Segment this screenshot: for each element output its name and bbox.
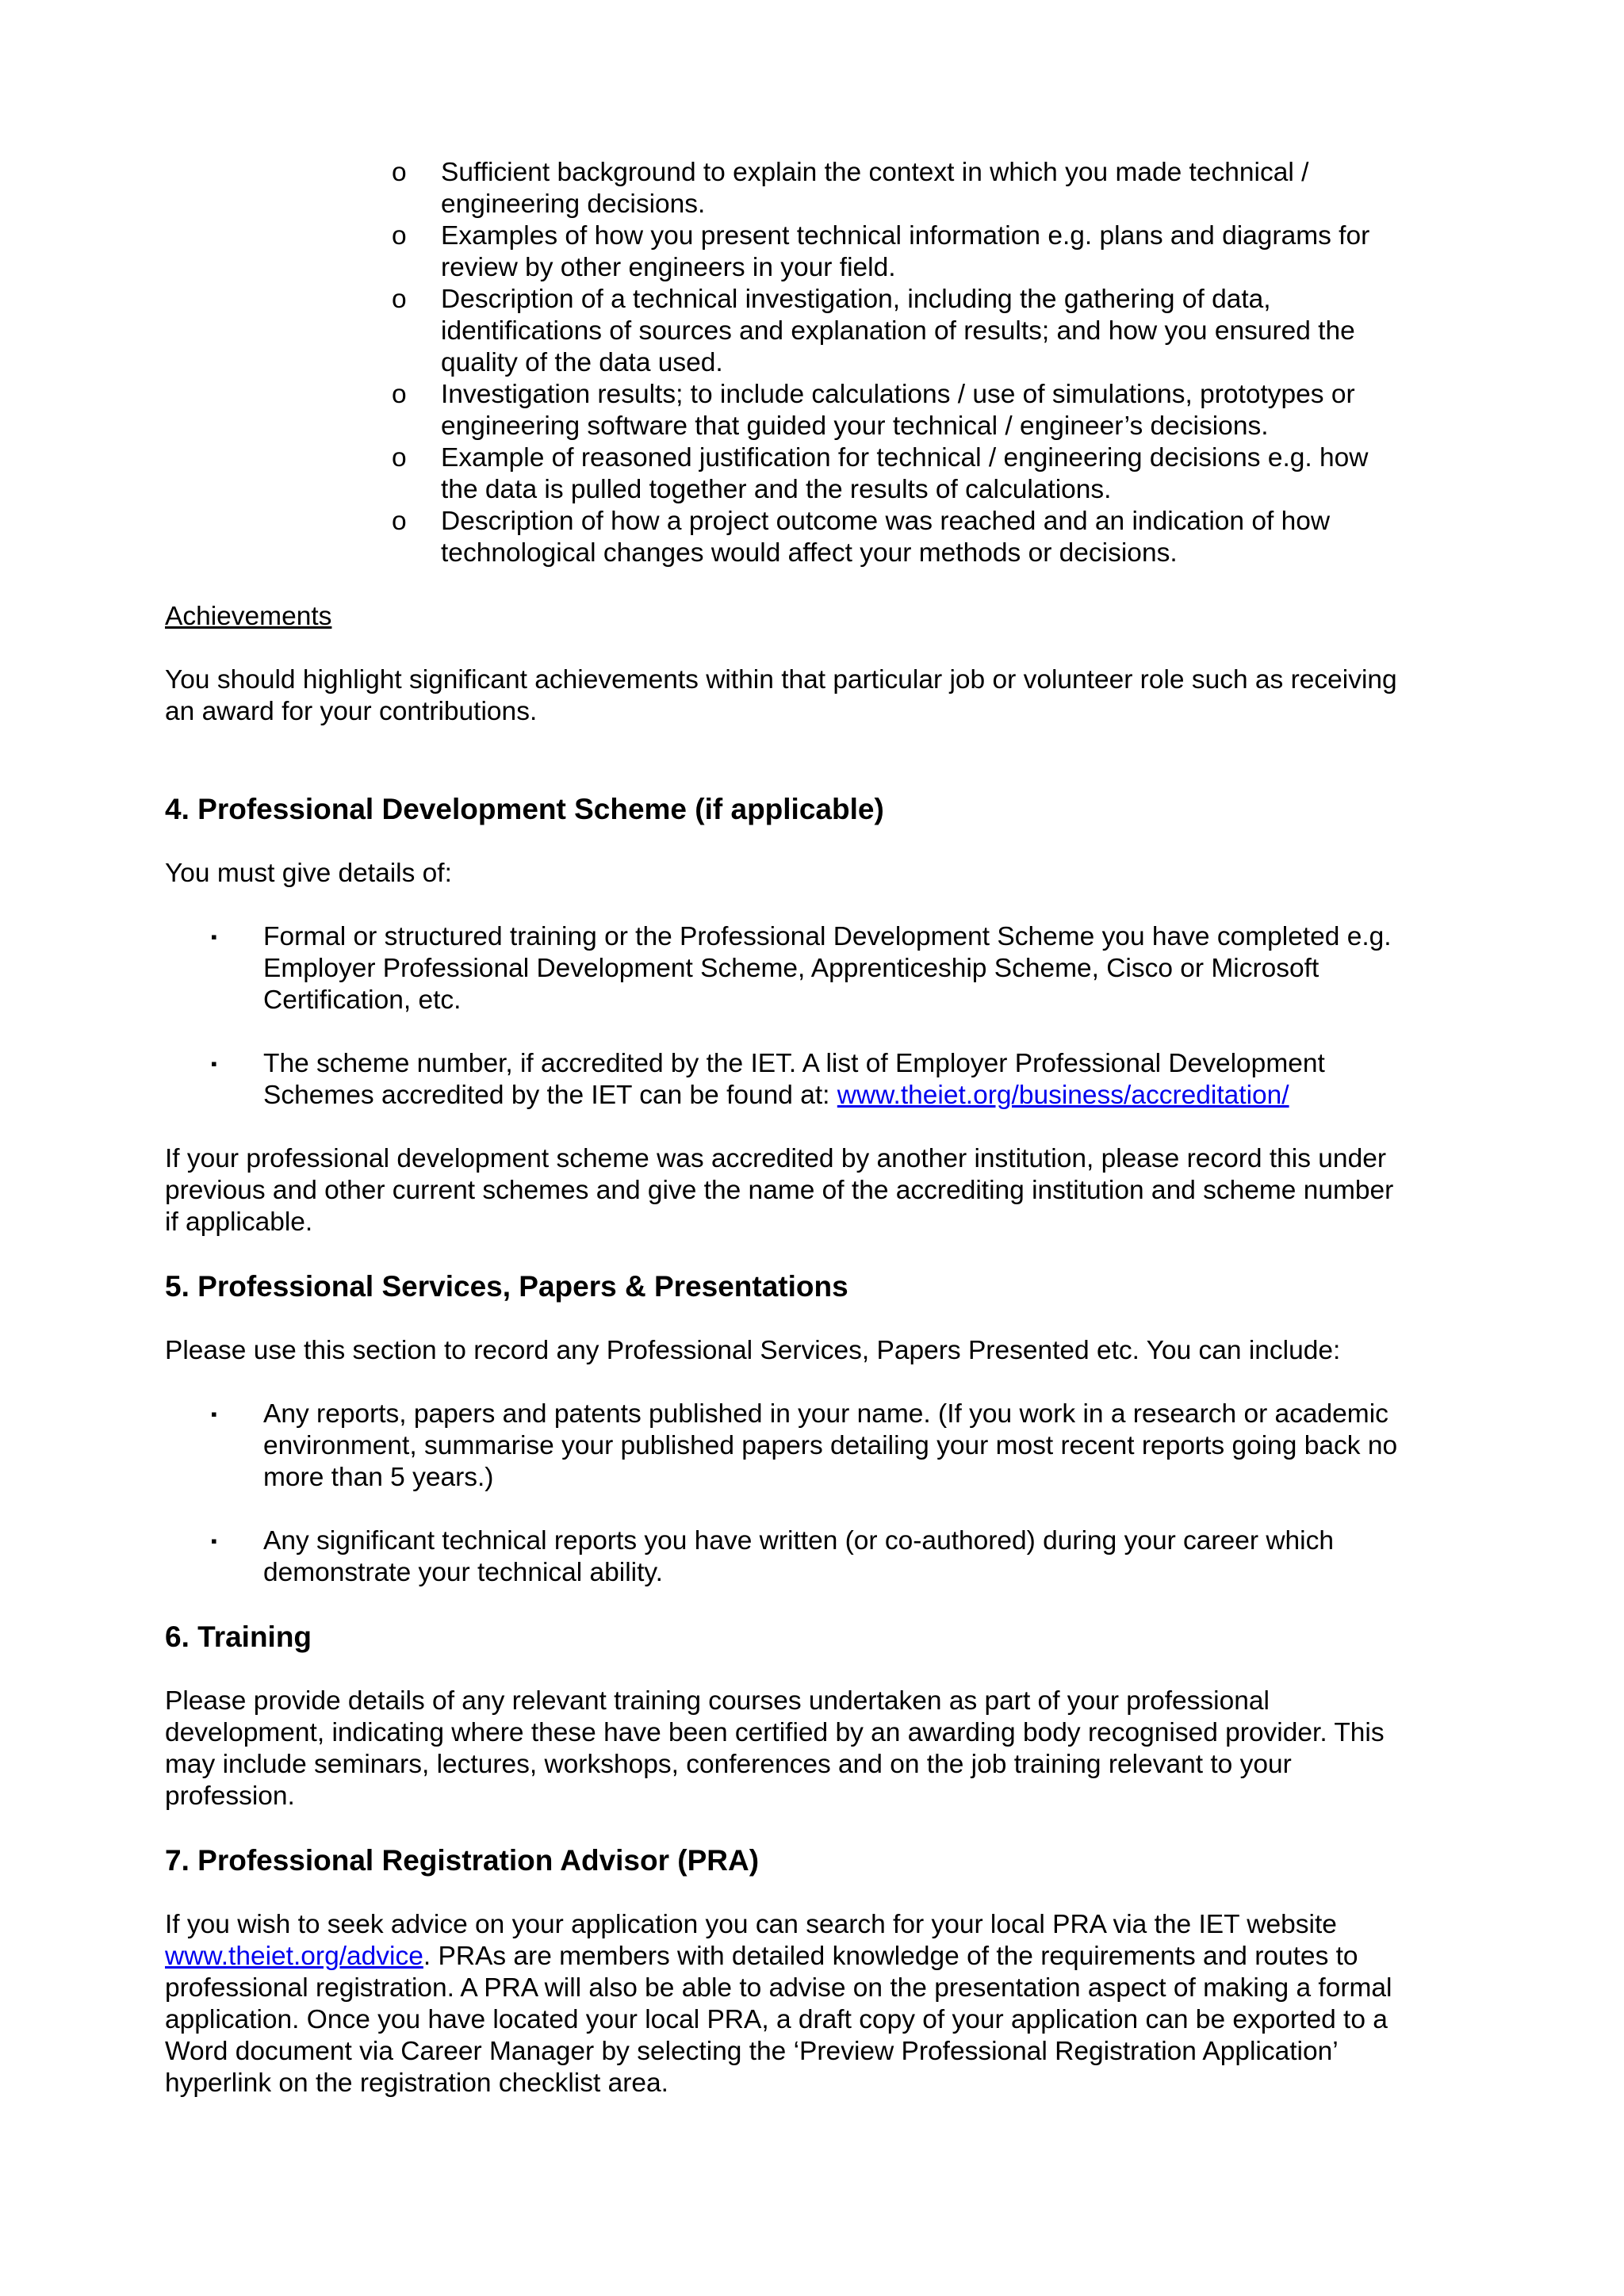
square-bullet-icon: ▪ xyxy=(211,1054,217,1073)
section-5-list xyxy=(165,1399,1402,1589)
circle-bullet-icon: o xyxy=(392,158,407,187)
circle-bullet-icon: o xyxy=(392,443,407,473)
list-item: o Investigation results; to include calculations / use of simulations, prototypes or engineering software that guided your technical / engineer’s decisions. xyxy=(392,380,1355,441)
advice-link[interactable]: www.theiet.org/advice xyxy=(165,1942,423,1971)
section-6-text: Please provide details of any relevant training courses undertaken as part of your professional development, indicating where these have been certified by an awarding body recognised provider. This may include seminars, lectures, workshops, conferences and on the job training relevant to your profession. xyxy=(165,1686,1385,1811)
list-item: o Description of how a project outcome was reached and an indication of how technological changes would affect your methods or decisions. xyxy=(392,507,1331,568)
section-4-outro: If your professional development scheme was accredited by another institution, please record this under previous and other current schemes and give the name of the accrediting institution and scheme number if applicable. xyxy=(165,1144,1394,1237)
section-4-list xyxy=(165,921,1402,1112)
circle-bullet-icon: o xyxy=(392,221,407,251)
evidence-list xyxy=(393,157,1377,569)
accreditation-link[interactable]: www.theiet.org/business/accreditation/ xyxy=(837,1081,1289,1110)
section-4-intro: You must give details of: xyxy=(165,859,452,888)
square-bullet-icon: ▪ xyxy=(211,1404,217,1424)
section-7-text: If you wish to seek advice on your application you can search for your local PRA via the IET website www.theiet.org/advice. PRAs are members with detailed knowledge of the requirements and routes to professional registration. A PRA will also be able to advise on the presentation aspect of making a formal application. Once you have located your local PRA, a draft copy of your application can be exported to a Word document via Career Manager by selecting the ‘Preview Professional Registration Application’ hyperlink on the registration checklist area. xyxy=(165,1910,1392,2098)
section-5-heading: 5. Professional Services, Papers & Presentations xyxy=(165,1270,848,1303)
document-page xyxy=(165,157,1402,2099)
section-7-heading: 7. Professional Registration Advisor (PRA) xyxy=(165,1844,760,1877)
section-4-heading: 4. Professional Development Scheme (if applicable) xyxy=(165,793,884,825)
square-bullet-icon: ▪ xyxy=(211,1531,217,1551)
square-bullet-icon: ▪ xyxy=(211,927,217,947)
list-item: o Examples of how you present technical information e.g. plans and diagrams for review by other engineers in your field. xyxy=(392,221,1370,282)
list-item: ▪ Any significant technical reports you have written (or co-authored) during your career which demonstrate your technical ability. xyxy=(211,1526,1334,1587)
circle-bullet-icon: o xyxy=(392,380,407,409)
list-item: ▪ Any reports, papers and patents published in your name. (If you work in a research or academic environment, summarise your published papers detailing your most recent reports going back no more than 5 years.) xyxy=(211,1399,1398,1492)
list-item: ▪ The scheme number, if accredited by the IET. A list of Employer Professional Development Schemes accredited by the IET can be found at: www.theiet.org/business/accreditation/ xyxy=(211,1049,1325,1110)
circle-bullet-icon: o xyxy=(392,507,407,536)
section-5-intro: Please use this section to record any Professional Services, Papers Presented etc. You can include: xyxy=(165,1336,1341,1365)
circle-bullet-icon: o xyxy=(392,285,407,314)
list-item: ▪ Formal or structured training or the Professional Development Scheme you have completed e.g. Employer Professional Development Scheme, Apprenticeship Scheme, Cisco or Microsoft Certification, etc. xyxy=(211,922,1392,1015)
achievements-text: You should highlight significant achievements within that particular job or volunteer role such as receiving an award for your contributions. xyxy=(165,665,1397,726)
list-item: o Description of a technical investigation, including the gathering of data, identifications of sources and explanation of results; and how you ensured the quality of the data used. xyxy=(392,285,1355,377)
achievements-heading: Achievements xyxy=(165,602,332,631)
section-6-heading: 6. Training xyxy=(165,1621,312,1653)
list-item: o Sufficient background to explain the context in which you made technical / engineering decisions. xyxy=(392,158,1309,219)
list-item: o Example of reasoned justification for technical / engineering decisions e.g. how the data is pulled together and the results of calculations. xyxy=(392,443,1369,504)
